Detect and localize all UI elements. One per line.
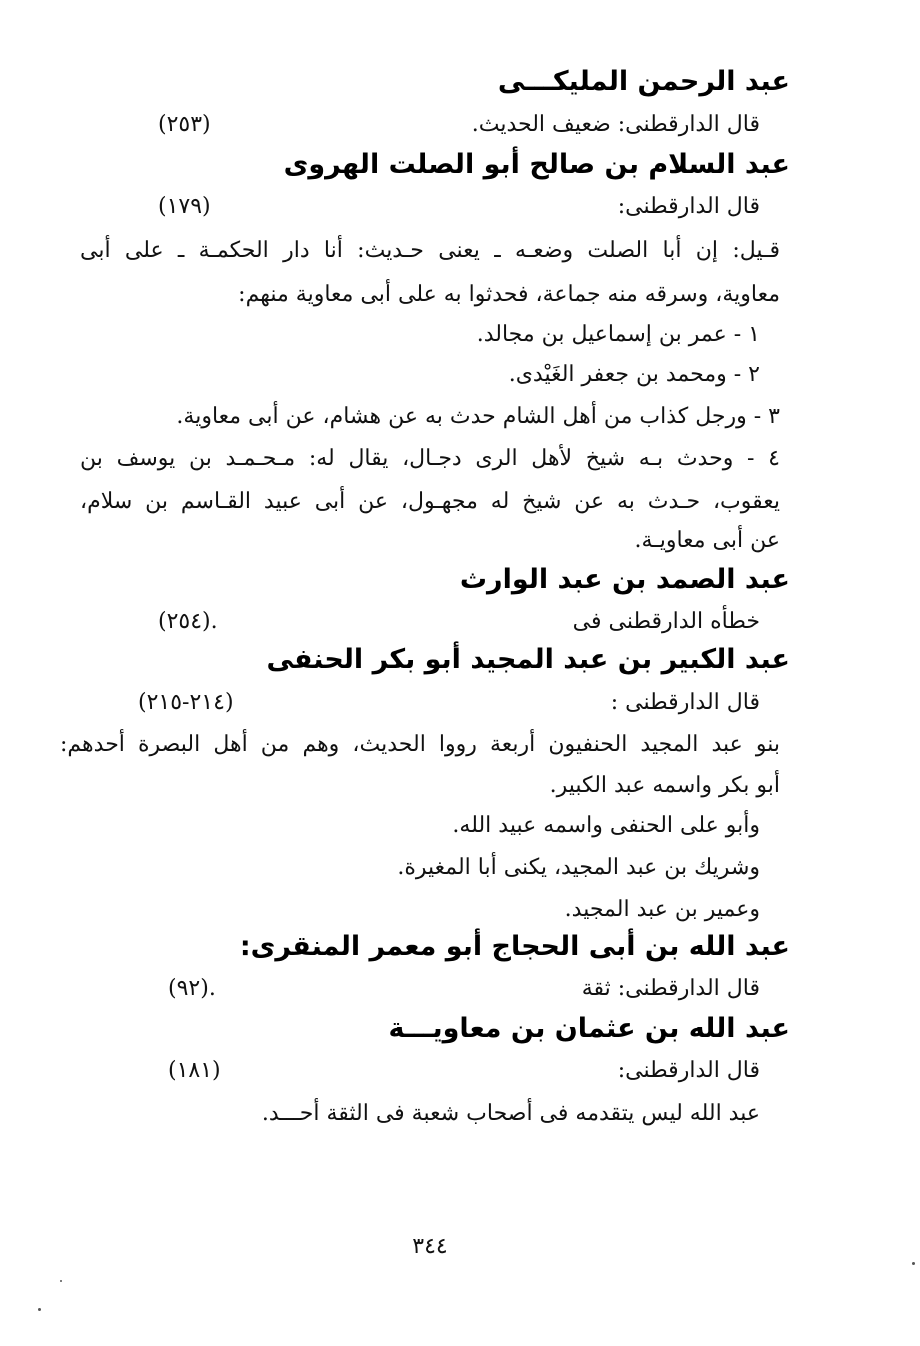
list-item: ٤ - وحدث بـه شيخ لأهل الرى دجـال، يقال له: مـحـمـد بن يوسف بن bbox=[80, 446, 780, 471]
entry-text-line: قال الدارقطنى: bbox=[617, 1058, 760, 1083]
entry-text-line: عن أبى معاويـة. bbox=[634, 528, 780, 553]
reference-number: (٩٢). bbox=[168, 976, 216, 1001]
entry-text-line: خطأه الدارقطنى فى bbox=[572, 609, 760, 634]
entry-text-line: قال الدارقطنى: ضعيف الحديث. bbox=[471, 112, 760, 137]
entry-heading: عبد الصمد بن عبد الوارث bbox=[459, 564, 790, 595]
entry-text-line: قال الدارقطنى: ثقة bbox=[581, 976, 760, 1001]
entry-text-line: بنو عبد المجيد الحنفيون أربعة رووا الحديث، وهم من أهل البصرة أحدهم: bbox=[60, 732, 780, 757]
entry-text-line: يعقوب، حـدث به عن شيخ له مجهـول، عن أبى عبيد القـاسم بن سلام، bbox=[80, 489, 780, 514]
entry-heading: عبد الله بن عثمان بن معاويـــة bbox=[388, 1013, 790, 1044]
entry-text-line: عبد الله ليس يتقدمه فى أصحاب شعبة فى الثقة أحـــد. bbox=[261, 1101, 760, 1126]
entry-text-line: قـيل: إن أبا الصلت وضعـه ـ يعنى حـديث: أنا دار الحكمـة ـ على أبى bbox=[80, 238, 780, 263]
reference-number: (١٧٩) bbox=[158, 194, 211, 219]
list-item: ٣ - ورجل كذاب من أهل الشام حدث به عن هشام، عن أبى معاوية. bbox=[176, 404, 780, 429]
scan-speck bbox=[912, 1262, 915, 1265]
reference-number: (٢١٤-٢١٥) bbox=[138, 690, 234, 715]
list-item: ١ - عمر بن إسماعيل بن مجالد. bbox=[476, 322, 760, 347]
reference-number: (٢٥٤). bbox=[158, 609, 218, 634]
entry-text-line: قال الدارقطنى: bbox=[617, 194, 760, 219]
entry-heading: عبد الله بن أبى الحجاج أبو معمر المنقرى: bbox=[239, 931, 790, 962]
entry-heading: عبد السلام بن صالح أبو الصلت الهروى bbox=[283, 149, 790, 180]
page-number: ٣٤٤ bbox=[412, 1234, 448, 1259]
reference-number: (٢٥٣) bbox=[158, 112, 211, 137]
reference-number: (١٨١) bbox=[168, 1058, 221, 1083]
scan-speck bbox=[38, 1308, 41, 1311]
entry-text-line: معاوية، وسرقه منه جماعة، فحدثوا به على أبى معاوية منهم: bbox=[238, 282, 780, 307]
entry-text-line: وأبو على الحنفى واسمه عبيد الله. bbox=[452, 813, 760, 838]
entry-text-line: وعمير بن عبد المجيد. bbox=[564, 897, 760, 922]
entry-text-line: أبو بكر واسمه عبد الكبير. bbox=[549, 773, 780, 798]
entry-heading: عبد الرحمن المليكـــى bbox=[497, 66, 790, 97]
entry-heading: عبد الكبير بن عبد المجيد أبو بكر الحنفى bbox=[266, 644, 790, 675]
entry-text-line: قال الدارقطنى : bbox=[610, 690, 760, 715]
entry-text-line: وشريك بن عبد المجيد، يكنى أبا المغيرة. bbox=[397, 855, 760, 880]
scan-speck bbox=[60, 1280, 62, 1282]
list-item: ٢ - ومحمد بن جعفر الغَيْدى. bbox=[508, 362, 760, 387]
